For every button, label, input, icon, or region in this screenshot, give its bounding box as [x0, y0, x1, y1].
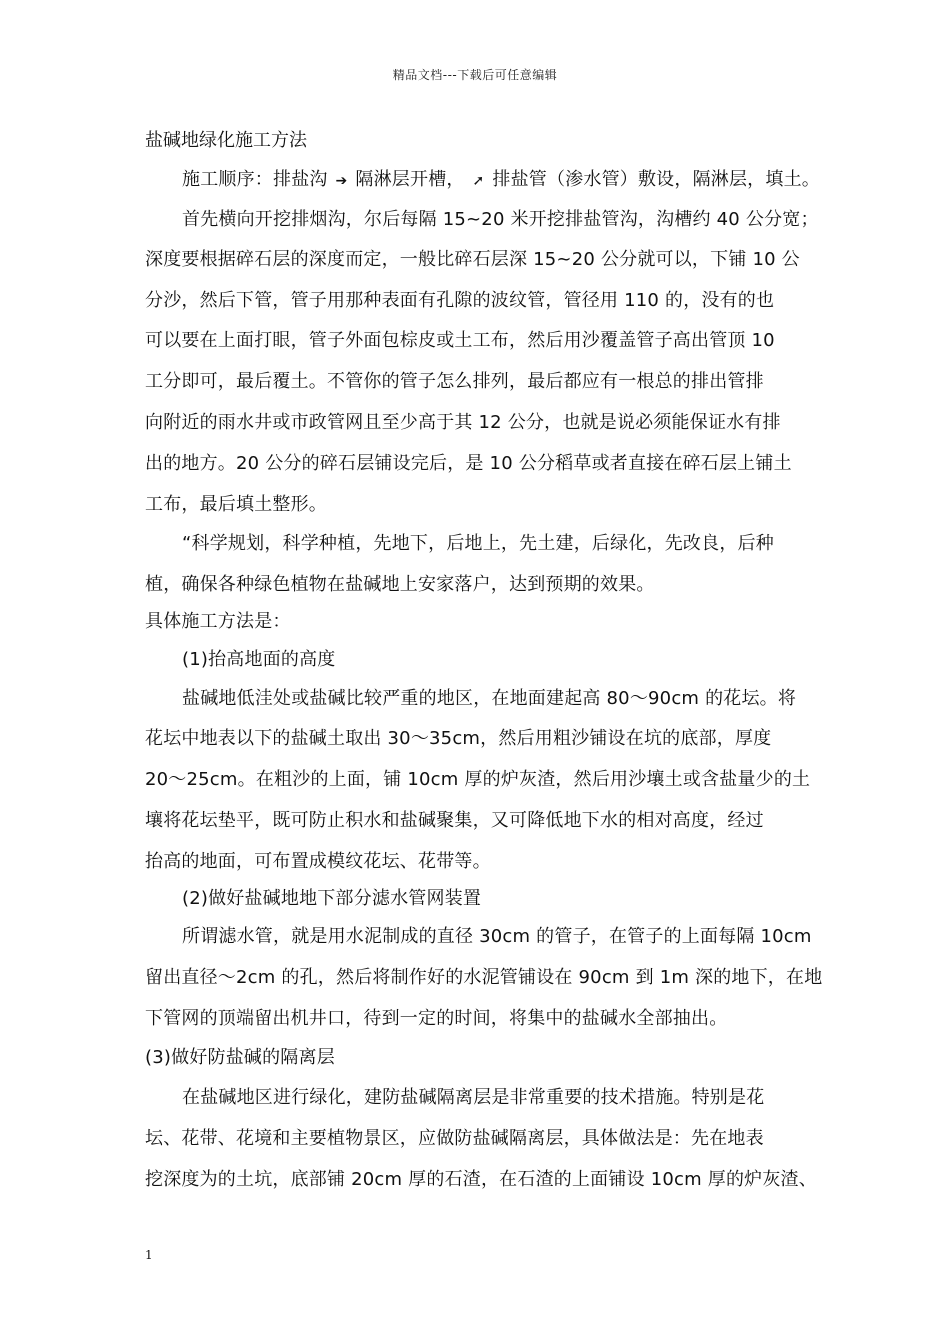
paragraph-line: 首先横向开挖排烟沟，尔后每隔 15~20 米开挖排盐管沟，沟槽约 40 公分宽；	[182, 209, 819, 230]
page-header: 精品文档---下载后可任意编辑	[392, 68, 558, 82]
section-heading: 具体施工方法是：	[145, 611, 291, 632]
paragraph-line: 在盐碱地区进行绿化，建防盐碱隔离层是非常重要的技术措施。特别是花	[182, 1087, 765, 1108]
paragraph-line: 盐碱地低洼处或盐碱比较严重的地区，在地面建起高 80～90cm 的花坛。将	[182, 688, 797, 709]
paragraph-line: 壤将花坛垫平，既可防止积水和盐碱聚集，又可降低地下水的相对高度，经过	[145, 810, 764, 831]
paragraph-line: 向附近的雨水井或市政管网且至少高于其 12 公分，也就是说必须能保证水有排	[145, 412, 781, 433]
paragraph-line: 工布，最后填土整形。	[145, 494, 327, 515]
sequence-line	[182, 165, 820, 191]
paragraph-line: “科学规划，科学种植，先地下，后地上，先土建，后绿化，先改良，后种	[182, 533, 774, 554]
paragraph-line: 工分即可，最后覆土。不管你的管子怎么排列，最后都应有一根总的排出管排	[145, 371, 764, 392]
subsection-heading: (1)抬高地面的高度	[182, 649, 336, 670]
paragraph-line: 下管网的顶端留出机井口，待到一定的时间，将集中的盐碱水全部抽出。	[145, 1008, 728, 1029]
paragraph-line: 坛、花带、花境和主要植物景区，应做防盐碱隔离层，具体做法是：先在地表	[145, 1128, 764, 1149]
sequence-prefix: 施工顺序：排盐沟	[182, 169, 328, 190]
sequence-step2: 隔淋层开槽，	[355, 169, 465, 190]
page-number: 1	[145, 1248, 153, 1262]
paragraph-line: 可以要在上面打眼，管子外面包棕皮或土工布，然后用沙覆盖管子高出管顶 10	[145, 330, 775, 351]
subsection-heading: (2)做好盐碱地地下部分滤水管网装置	[182, 888, 482, 909]
document-title: 盐碱地绿化施工方法	[145, 130, 307, 151]
paragraph-line: 分沙，然后下管，管子用那种表面有孔隙的波纹管，管径用 110 的，没有的也	[145, 290, 775, 311]
paragraph-line: 深度要根据碎石层的深度而定，一般比碎石层深 15~20 公分就可以，下铺 10 公	[145, 249, 800, 270]
paragraph-line: 抬高的地面，可布置成模纹花坛、花带等。	[145, 851, 491, 872]
subsection-heading: (3)做好防盐碱的隔离层	[145, 1047, 335, 1068]
sequence-rest: 排盐管（渗水管）敷设，隔淋层，填土。	[492, 169, 820, 190]
arrow-right-icon: ➔	[335, 173, 348, 189]
paragraph-line: 花坛中地表以下的盐碱土取出 30～35cm，然后用粗沙铺设在坑的底部，厚度	[145, 728, 772, 749]
paragraph-line: 挖深度为的土坑，底部铺 20cm 厚的石渣，在石渣的上面铺设 10cm 厚的炉灰渣、	[145, 1169, 817, 1190]
paragraph-line: 所谓滤水管，就是用水泥制成的直径 30cm 的管子，在管子的上面每隔 10cm	[182, 926, 812, 947]
arrow-up-right-icon: ➚	[472, 173, 485, 189]
paragraph-line: 留出直径～2cm 的孔，然后将制作好的水泥管铺设在 90cm 到 1m 深的地下，在地	[145, 967, 823, 988]
paragraph-line: 20～25cm。在粗沙的上面，铺 10cm 厚的炉灰渣，然后用沙壤土或含盐量少的土	[145, 769, 811, 790]
paragraph-line: 植，确保各种绿色植物在盐碱地上安家落户，达到预期的效果。	[145, 574, 655, 595]
paragraph-line: 出的地方。20 公分的碎石层铺设完后，是 10 公分稻草或者直接在碎石层上铺土	[145, 453, 792, 474]
